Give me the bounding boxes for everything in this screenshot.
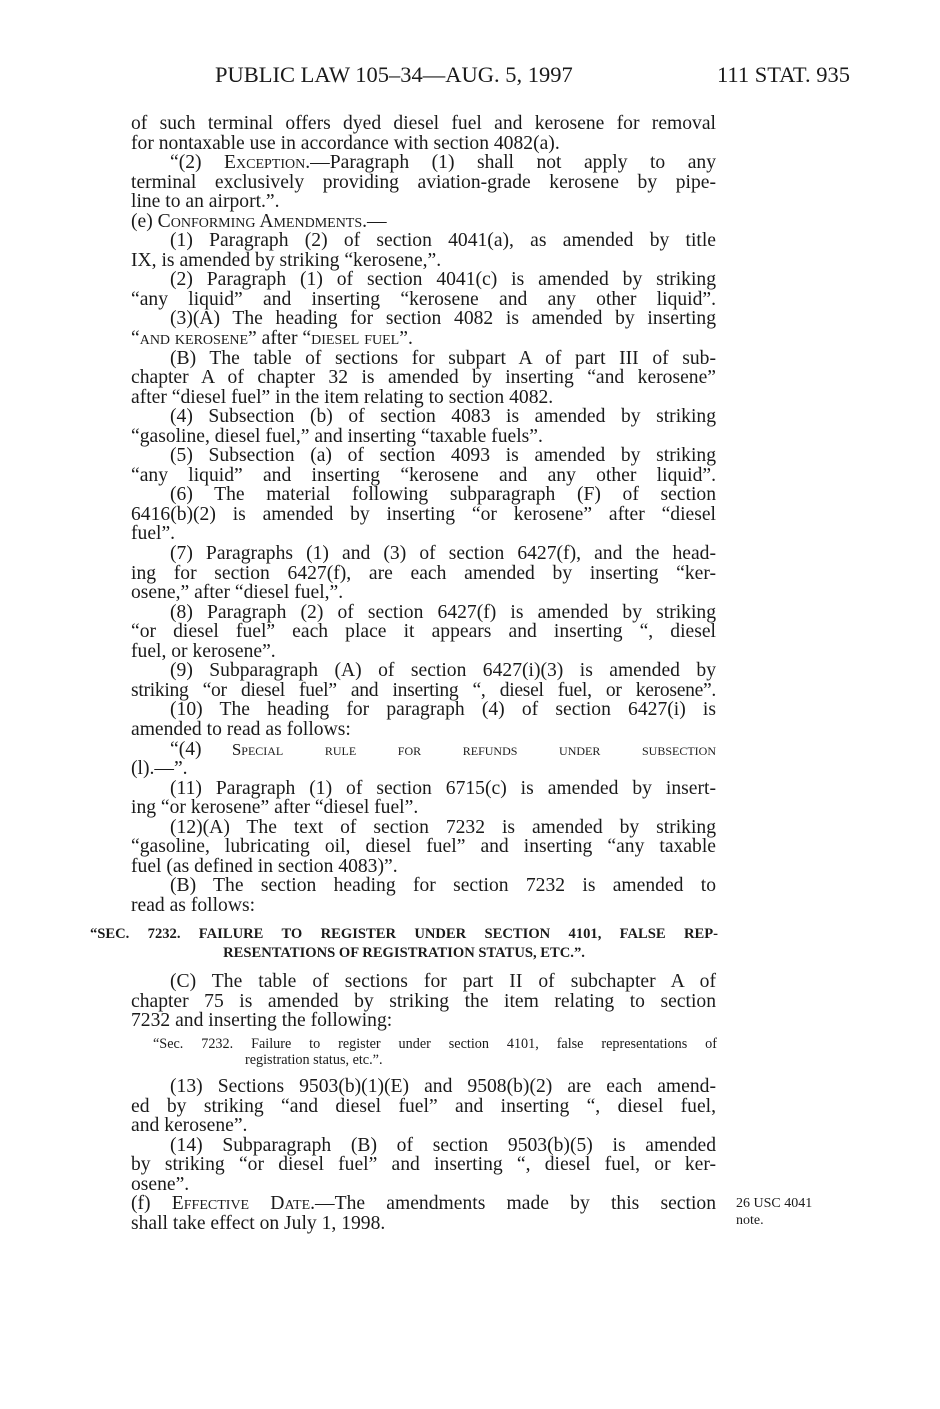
body-text <box>131 114 716 915</box>
text-line <box>131 153 716 173</box>
text-line: “any liquid” and inserting “kerosene and any other liquid”. <box>131 464 716 486</box>
text-line: (11) Paragraph (1) of section 6715(c) is amended by insert- <box>170 777 716 799</box>
section-heading <box>90 925 718 963</box>
caption-exception: Exception <box>224 152 306 174</box>
text-line: (5) Subsection (a) of section 4093 is amended by striking <box>170 445 716 467</box>
text-line <box>131 740 716 760</box>
text-line: line to an airport.”. <box>131 191 280 213</box>
text-line: (13) Sections 9503(b)(1)(E) and 9508(b)(2) are each amend- <box>170 1076 716 1097</box>
text-line: registration status, etc.”. <box>245 1052 383 1068</box>
effective-date-line <box>131 1194 716 1214</box>
heading-line: “SEC. 7232. FAILURE TO REGISTER UNDER SECTION 4101, FALSE REP- <box>90 926 718 942</box>
text-line: (l).—”. <box>131 758 188 780</box>
text-line: “or diesel fuel” each place it appears and inserting “, diesel <box>131 621 716 643</box>
text-line: “Sec. 7232. Failure to register under section 4101, false representations of <box>153 1036 717 1052</box>
text-line: of such terminal offers dyed diesel fuel and kerosene for removal <box>131 113 716 134</box>
text-line: chapter A of chapter 32 is amended by inserting “and kerosene” <box>131 367 716 389</box>
text-line <box>131 329 716 349</box>
text: .— <box>362 210 387 232</box>
text-line: ing “or kerosene” after “diesel fuel”. <box>131 797 419 819</box>
text-line: (6) The material following subparagraph (F) of section <box>170 484 716 506</box>
subsection-heading <box>131 212 716 232</box>
text-line: IX, is amended by striking “kerosene,”. <box>131 249 442 271</box>
text-line: fuel (as defined in section 4083)”. <box>131 855 398 877</box>
text-line: (4) Subsection (b) of section 4083 is amended by striking <box>170 406 716 428</box>
text: diesel fuel <box>311 328 400 350</box>
text-line: after “diesel fuel” in the item relating to section 4082. <box>131 386 554 408</box>
text: ” after “ <box>248 328 312 350</box>
text-line: osene”. <box>131 1173 190 1195</box>
text-line: (2) Paragraph (1) of section 4041(c) is amended by striking <box>170 269 716 291</box>
page-number: 111 STAT. 935 <box>717 62 850 87</box>
text-line: amended to read as follows: <box>131 718 351 740</box>
running-header-title: PUBLIC LAW 105–34—AUG. 5, 1997 <box>215 62 573 87</box>
text: .—The amendments made by this section <box>310 1193 716 1215</box>
text-line: osene,” after “diesel fuel,”. <box>131 582 344 604</box>
margin-note-line: 26 USC 4041 <box>736 1196 813 1211</box>
text-line: ed by striking “and diesel fuel” and inserting “, diesel fuel, <box>131 1095 716 1117</box>
text: “(2) <box>170 152 225 174</box>
text-line: by striking “or diesel fuel” and inserting “, diesel fuel, or ker- <box>131 1154 716 1176</box>
text-line: ing for section 6427(f), are each amended by inserting “ker- <box>131 562 716 584</box>
text: “(4) <box>170 738 232 760</box>
text-line: (1) Paragraph (2) of section 4041(a), as amended by title <box>170 230 716 252</box>
text-line: (7) Paragraphs (1) and (3) of section 6427(f), and the head- <box>170 543 716 565</box>
paragraph-c <box>131 972 716 1031</box>
text: Special rule for refunds under subsection <box>231 739 716 759</box>
text-line: (C) The table of sections for part II of subchapter A of <box>170 971 716 992</box>
text-line: (14) Subparagraph (B) of section 9503(b)(5) is amended <box>170 1134 716 1156</box>
text-line: (8) Paragraph (2) of section 6427(f) is amended by striking <box>170 601 716 623</box>
text-line: shall take effect on July 1, 1998. <box>131 1212 386 1234</box>
text-line: (B) The section heading for section 7232 is amended to <box>170 875 716 897</box>
caption: Effective Date <box>171 1193 311 1215</box>
text-line: “any liquid” and inserting “kerosene and any other liquid”. <box>131 288 716 310</box>
text-line: striking “or diesel fuel” and inserting “, diesel fuel, or kerosene”. <box>131 679 716 701</box>
text-line: 7232 and inserting the following: <box>131 1010 393 1032</box>
text-line: “gasoline, lubricating oil, diesel fuel” and inserting “any taxable <box>131 836 716 858</box>
text-line: 6416(b)(2) is amended by inserting “or kerosene” after “diesel <box>131 503 716 525</box>
caption: Conforming Amendments <box>157 210 363 232</box>
body-text-tail <box>131 1077 716 1233</box>
text-line: (B) The table of sections for subpart A of part III of sub- <box>170 347 716 369</box>
text-line: read as follows: <box>131 894 256 916</box>
text-line: chapter 75 is amended by striking the item relating to section <box>131 990 716 1012</box>
text-line: terminal exclusively providing aviation-grade kerosene by pipe- <box>131 171 716 193</box>
text-line: (9) Subparagraph (A) of section 6427(i)(3) is amended by <box>170 660 716 682</box>
text: “ <box>131 328 140 350</box>
text: and kerosene <box>139 328 249 350</box>
heading-line: RESENTATIONS OF REGISTRATION STATUS, ETC.”. <box>223 945 585 961</box>
text: ”. <box>399 328 413 350</box>
margin-note-line: note. <box>736 1213 764 1228</box>
text-line: (3)(A) The heading for section 4082 is amended by inserting <box>170 308 716 330</box>
table-item <box>153 1036 717 1068</box>
text-line: for nontaxable use in accordance with section 4082(a). <box>131 132 560 154</box>
text: (e) <box>131 210 158 232</box>
text: .—Paragraph (1) shall not apply to any <box>305 152 716 174</box>
text-line: fuel, or kerosene”. <box>131 640 276 662</box>
text-line: (12)(A) The text of section 7232 is amended by striking <box>170 816 716 838</box>
text-line: and kerosene”. <box>131 1115 248 1137</box>
margin-note <box>736 1195 812 1229</box>
text-line: “gasoline, diesel fuel,” and inserting “taxable fuels”. <box>131 425 543 447</box>
text: (f) <box>131 1193 172 1215</box>
text-line: fuel”. <box>131 523 176 545</box>
text-line: (10) The heading for paragraph (4) of section 6427(i) is <box>170 699 716 721</box>
